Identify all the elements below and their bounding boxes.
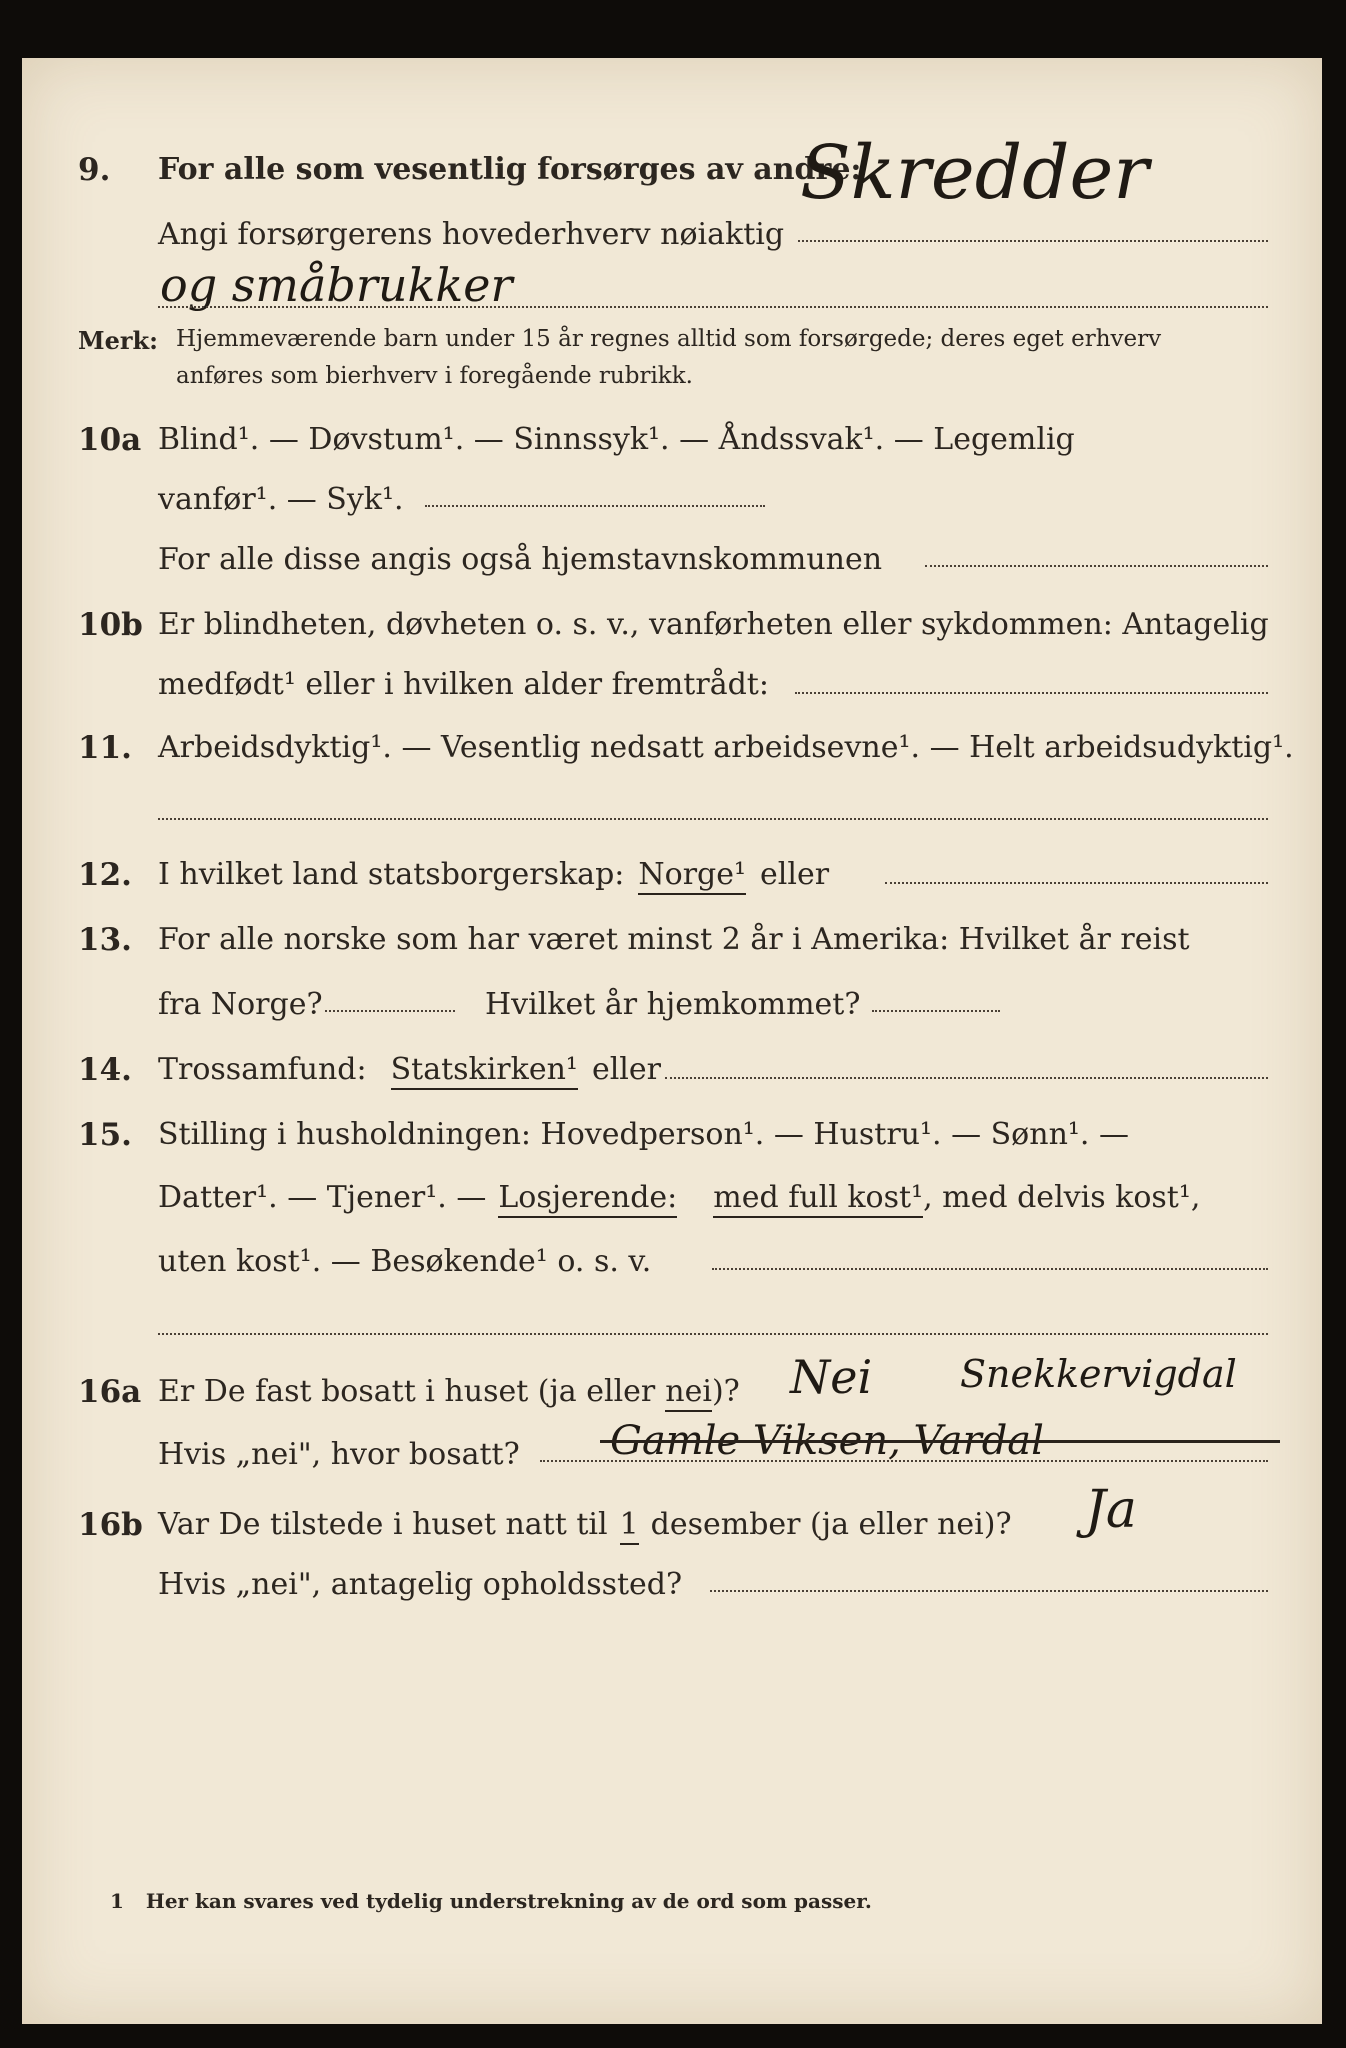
- q11-answer-line[interactable]: [158, 818, 1268, 820]
- q12-text: [158, 857, 829, 895]
- footnote-row: [0, 1885, 1346, 1945]
- q16b-number: 16b: [78, 1507, 143, 1543]
- q9-answer-line-1[interactable]: [798, 240, 1268, 242]
- q15-text-2d: , med delvis kost¹,: [923, 1180, 1201, 1215]
- q15-option-med-full-kost[interactable]: med full kost¹: [713, 1180, 923, 1218]
- q16b-text-1c: desember (ja eller nei)?: [650, 1507, 1012, 1542]
- q12-suffix: eller: [760, 857, 830, 892]
- q9-answer-line-2[interactable]: [158, 306, 1268, 308]
- q15-number: 15.: [78, 1117, 132, 1153]
- q16b-text-1: [158, 1507, 1012, 1545]
- q16b-handwritten-answer: Ja: [1085, 1480, 1137, 1540]
- q12-prefix: I hvilket land statsborgerskap:: [158, 857, 625, 892]
- footnote-text: Her kan svares ved tydelig understrekning av de ord som passer.: [145, 1889, 872, 1913]
- q16a-number: 16a: [78, 1374, 142, 1410]
- footnote-mark: 1: [110, 1889, 124, 1913]
- q15-text-3: uten kost¹. — Besøkende¹ o. s. v.: [158, 1244, 652, 1279]
- q10a-text-3: For alle disse angis også hjemstavnskommunen: [158, 542, 883, 577]
- q14-text: [158, 1052, 661, 1090]
- q15-text-1: Stilling i husholdningen: Hovedperson¹. — Hustru¹. — Sønn¹. —: [158, 1117, 1129, 1152]
- q10b-answer-line[interactable]: [795, 692, 1268, 694]
- q9-text-1: For alle som vesentlig forsørges av andre:: [158, 152, 862, 187]
- q16a-handwritten-answer-1b: Snekkervigdal: [960, 1352, 1237, 1396]
- q16a-strikethrough: [600, 1440, 1280, 1443]
- q16b-text-1a: Var De tilstede i huset natt til: [158, 1507, 608, 1542]
- q10b-row-1: [0, 595, 1346, 655]
- q15-text-2a: Datter¹. — Tjener¹. —: [158, 1180, 487, 1215]
- q16b-answer-line[interactable]: [710, 1590, 1268, 1592]
- footnote: [110, 1889, 872, 1913]
- q13-number: 13.: [78, 922, 132, 958]
- q11-text-1: Arbeidsdyktig¹. — Vesentlig nedsatt arbeidsevne¹. — Helt arbeidsudyktig¹.: [158, 730, 1294, 765]
- q14-prefix: Trossamfund:: [158, 1052, 367, 1087]
- q16a-text-1a: Er De fast bosatt i huset (ja eller: [158, 1374, 656, 1409]
- q13-row-1: [0, 910, 1346, 970]
- q11-number: 11.: [78, 730, 132, 766]
- q15-text-2: [158, 1180, 1200, 1218]
- merk-text-1: Hjemmeværende barn under 15 år regnes alltid som forsørgede; deres eget erhverv: [176, 326, 1162, 352]
- q10a-text-2: vanfør¹. — Syk¹.: [158, 482, 404, 517]
- q15-answer-line-1[interactable]: [712, 1268, 1268, 1270]
- q16a-text-1c: )?: [711, 1374, 740, 1409]
- q16a-text-1: [158, 1374, 740, 1412]
- q10b-text-1: Er blindheten, døvheten o. s. v., vanførheten eller sykdommen: Antagelig: [158, 607, 1269, 642]
- q14-option-statskirken[interactable]: Statskirken¹: [391, 1052, 578, 1090]
- q13-text-2a: fra Norge?: [158, 987, 323, 1022]
- q10a-answer-line-1[interactable]: [425, 505, 765, 507]
- q12-answer-line[interactable]: [885, 882, 1268, 884]
- q16a-handwritten-answer-1: Nei: [790, 1350, 873, 1404]
- q16a-text-2: Hvis „nei", hvor bosatt?: [158, 1437, 520, 1472]
- q16a-handwritten-answer-2: Gamle Viksen, Vardal: [610, 1418, 1044, 1464]
- q12-number: 12.: [78, 857, 132, 893]
- q15-row-3: [0, 1232, 1346, 1292]
- q9-handwritten-answer-1: Skredder: [800, 130, 1149, 216]
- q12-option-norge[interactable]: Norge¹: [638, 857, 746, 895]
- q13-text-1: For alle norske som har været minst 2 år i Amerika: Hvilket år reist: [158, 922, 1190, 957]
- q9-row-2: [0, 205, 1346, 265]
- q10a-row-1: [0, 410, 1346, 470]
- q12-row: [0, 845, 1346, 905]
- q14-answer-line[interactable]: [665, 1077, 1268, 1079]
- merk-text-2: anføres som bierhverv i foregående rubrikk.: [176, 363, 693, 389]
- q16a-option-nei[interactable]: nei: [665, 1374, 712, 1412]
- q9-text-2: Angi forsørgerens hovederhverv nøiaktig: [158, 217, 785, 252]
- q10a-answer-line-2[interactable]: [925, 565, 1268, 567]
- q10a-row-3: [0, 530, 1346, 590]
- q14-number: 14.: [78, 1052, 132, 1088]
- q10b-text-2: medfødt¹ eller i hvilken alder fremtrådt:: [158, 667, 769, 702]
- q13-answer-line-2[interactable]: [872, 1010, 1000, 1012]
- q15-option-losjerende[interactable]: Losjerende:: [498, 1180, 677, 1218]
- q13-answer-line-1[interactable]: [325, 1010, 455, 1012]
- q10a-row-2: [0, 470, 1346, 530]
- q16b-row-1: [0, 1495, 1346, 1555]
- q13-text-2b: Hvilket år hjemkommet?: [485, 987, 861, 1022]
- q10a-number: 10a: [78, 422, 142, 458]
- q10b-row-2: [0, 655, 1346, 715]
- q10a-text-1: Blind¹. — Døvstum¹. — Sinnssyk¹. — Åndssvak¹. — Legemlig: [158, 422, 1075, 457]
- q16b-text-2: Hvis „nei", antagelig opholdssted?: [158, 1567, 683, 1602]
- q16b-date-underline: 1: [620, 1507, 639, 1545]
- q9-handwritten-answer-2: og småbrukker: [160, 258, 513, 312]
- q9-number: 9.: [78, 152, 111, 188]
- q14-row: [0, 1040, 1346, 1100]
- q15-row-1: [0, 1105, 1346, 1165]
- q10b-number: 10b: [78, 607, 143, 643]
- q11-row-1: [0, 718, 1346, 778]
- q13-row-2: [0, 975, 1346, 1035]
- q16b-row-2: [0, 1555, 1346, 1615]
- merk-label: Merk:: [78, 326, 158, 355]
- q15-row-2: [0, 1168, 1346, 1228]
- q15-answer-line-2[interactable]: [158, 1333, 1268, 1335]
- q14-suffix: eller: [591, 1052, 661, 1087]
- merk-row-2: [0, 355, 1346, 415]
